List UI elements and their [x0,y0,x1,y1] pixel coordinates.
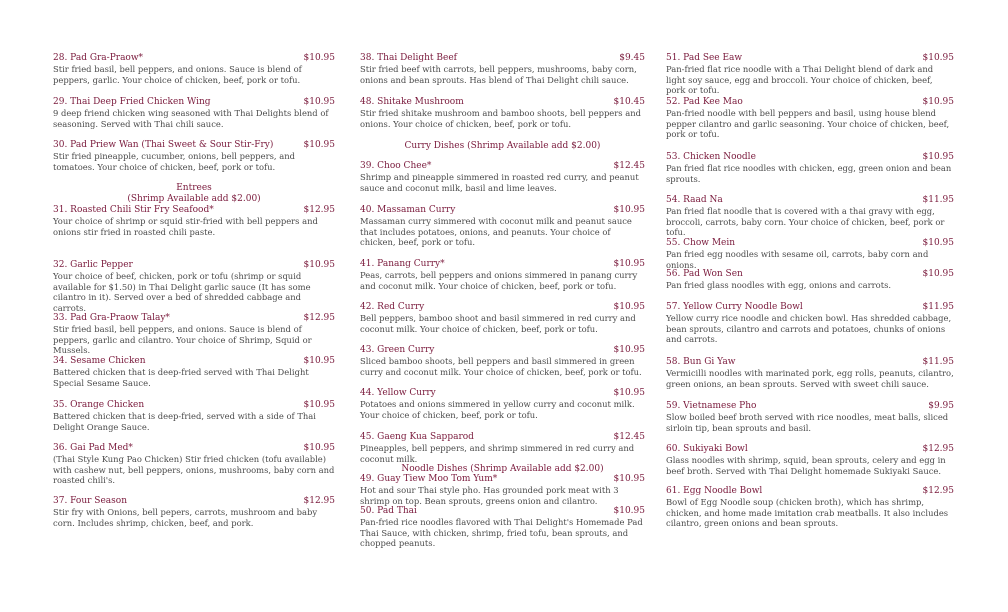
menu-item-heading [360,259,645,270]
menu-item-price: $11.95 [922,302,954,312]
menu-item-description: Your choice of shrimp or squid stir-fried with bell peppers and onions stir fried in roasted chili paste. [53,216,318,237]
menu-item-description: Pan fried flat noodle that is covered with a thai gravy with egg, broccoli, carrots, baby corn. Your choice of chicken, beef, pork or tofu. [666,206,945,237]
menu-item-price: $12.95 [303,313,335,323]
menu-item-description: Massaman curry simmered with coconut milk and peanut sauce that includes potatoes, onions, and peanuts. Your choice of chicken, beef, pork or tofu. [360,216,632,247]
menu-item-price: $10.95 [922,53,954,63]
menu-item [53,97,335,129]
menu-item-price: $10.95 [922,152,954,162]
menu-item-description: Stir fried pineapple, cucumber, onions, bell peppers, and tomatoes. Your choice of chicken, beef, pork or tofu. [53,151,295,172]
menu-item-heading [666,195,954,206]
menu-item-heading [360,474,645,485]
menu-item-price: $10.95 [922,269,954,279]
menu-item-price: $10.95 [613,205,645,215]
menu-item-name: 50. Pad Thai [360,506,417,516]
menu-item-price: $12.45 [613,161,645,171]
menu-item-description: Stir fried basil, bell peppers, and onions. Sauce is blend of peppers, garlic and cilantro. Your choice of Shrimp, Squid or Mussels. [53,324,312,355]
section-noodle-dishes: Noodle Dishes (Shrimp Available add $2.00) [401,464,604,474]
menu-item-description: Pan-fried rice noodles flavored with Thai Delight's Homemade Pad Thai Sauce, with chicken, shrimp, fried tofu, bean sprouts, and chopped peanuts. [360,517,643,548]
menu-item-price: $10.45 [613,97,645,107]
menu-item-price: $10.95 [303,97,335,107]
section-entrees-note: (Shrimp Available add $2.00) [127,194,261,204]
menu-item-description: Battered chicken that is deep-fried served with Thai Delight Special Sesame Sauce. [53,367,309,388]
menu-item-name: 33. Pad Gra-Praow Talay* [53,313,170,323]
menu-item-name: 55. Chow Mein [666,238,736,248]
menu-item-heading [666,269,954,280]
menu-item-name: 48. Shitake Mushroom [360,97,464,107]
menu-item-heading [53,356,335,367]
menu-item [53,496,335,528]
menu-item-price: $10.95 [303,140,335,150]
menu-item-name: 60. Sukiyaki Bowl [666,444,748,454]
menu-item [360,302,645,334]
menu-item-heading [666,302,954,313]
menu-item-description: Slow boiled beef broth served with rice noodles, meat balls, sliced sirloin tip, bean sprouts and basil. [666,412,949,433]
section-curry-dishes: Curry Dishes (Shrimp Available add $2.00) [404,141,601,151]
menu-item-name: 58. Bun Gi Yaw [666,357,736,367]
menu-item-name: 45. Gaeng Kua Sapparod [360,432,474,442]
menu-item-name: 51. Pad See Eaw [666,53,743,63]
menu-item-name: 57. Yellow Curry Noodle Bowl [666,302,803,312]
menu-item-description: Hot and sour Thai style pho. Has grounded pork meat with 3 shrimp on top. Bean sprouts, greens onion and cilantro. [360,485,619,506]
menu-item-price: $10.95 [303,260,335,270]
menu-item-name: 44. Yellow Curry [360,388,436,398]
menu-item [666,486,954,529]
menu-item [666,357,954,389]
menu-item-heading [360,388,645,399]
menu-item-name: 31. Roasted Chili Stir Fry Seafood* [53,205,214,215]
menu-item [53,205,335,237]
menu-item [53,140,335,172]
menu-item-heading [666,357,954,368]
menu-item-name: 28. Pad Gra-Praow* [53,53,144,63]
menu-item-heading [53,496,335,507]
menu-item-heading [53,97,335,108]
menu-item [53,443,335,486]
menu-item-name: 37. Four Season [53,496,127,506]
menu-item-heading [360,345,645,356]
menu-item-description: Pan fried glass noodles with egg, onions and carrots. [666,280,892,290]
menu-item-heading [53,313,335,324]
menu-item-price: $9.45 [619,53,645,63]
menu-item-price: $10.95 [613,259,645,269]
menu-item [53,53,335,85]
menu-item-name: 34. Sesame Chicken [53,356,146,366]
menu-item-heading [360,506,645,517]
menu-item-heading [666,53,954,64]
menu-item [360,53,645,85]
menu-item-price: $10.95 [613,506,645,516]
menu-item-heading [666,238,954,249]
menu-item-description: Stir fried shitake mushroom and bamboo shoots, bell peppers and onions. Your choice of chicken, beef, pork or tofu. [360,108,641,129]
menu-item-description: Stir fried beef with carrots, bell peppers, mushrooms, baby corn, onions and bean sprouts. Has blend of Thai Delight chili sauce. [360,64,637,85]
menu-item-description: Stir fry with Onions, bell pepers, carrots, mushroom and baby corn. Includes shrimp, chicken, beef, and pork. [53,507,318,528]
menu-item [666,269,954,291]
menu-item-name: 39. Choo Chee* [360,161,432,171]
menu-item-heading [666,152,954,163]
menu-item [666,302,954,345]
menu-item [360,345,645,377]
menu-item [666,97,954,140]
menu-item-price: $12.95 [922,486,954,496]
menu-item-price: $10.95 [303,443,335,453]
menu-item-description: Shrimp and pineapple simmered in roasted red curry, and peanut sauce and coconut milk, basil and lime leaves. [360,172,639,193]
menu-item [666,444,954,476]
menu-item-price: $9.95 [928,401,954,411]
menu-item-price: $10.95 [613,302,645,312]
menu-item-heading [53,400,335,411]
menu-item-price: $10.95 [922,97,954,107]
menu-item [666,195,954,238]
menu-item-heading [360,302,645,313]
menu-item-name: 41. Panang Curry* [360,259,445,269]
menu-item-name: 56. Pad Won Sen [666,269,743,279]
menu-item-price: $12.45 [613,432,645,442]
menu-item-description: Vermicilli noodles with marinated pork, egg rolls, peanuts, cilantro, green onions, an bean sprouts. Served with sweet chili sauce. [666,368,954,389]
menu-item [666,401,954,433]
menu-item [360,205,645,248]
menu-item-name: 40. Massaman Curry [360,205,456,215]
menu-item-price: $10.95 [613,388,645,398]
menu-item-description: Glass noodles with shrimp, squid, bean sprouts, celery and egg in beef broth. Served with Thai Delight homemade Sukiyaki Sauce. [666,455,946,476]
menu-item-heading [53,443,335,454]
menu-item-heading [666,486,954,497]
menu-item [360,97,645,129]
menu-item [360,259,645,291]
menu-item-description: Bell peppers, bamboo shoot and basil simmered in red curry and coconut milk. Your choice of chicken, beef, pork or tofu. [360,313,636,334]
section-entrees-title: Entrees [176,183,212,193]
menu-item-name: 30. Pad Priew Wan (Thai Sweet & Sour Stir-Fry) [53,140,274,150]
menu-item-description: Yellow curry rice noodle and chicken bowl. Has shredded cabbage, bean sprouts, cilantro and carrots and potatoes, chunks of onions and carrots. [666,313,952,344]
menu-item-heading [666,97,954,108]
menu-item-price: $12.95 [303,496,335,506]
menu-item-price: $10.95 [303,400,335,410]
menu-item-description: (Thai Style Kung Pao Chicken) Stir fried chicken (tofu available) with cashew nut, bell peppers, onions, mushrooms, baby corn and roasted chili's. [53,454,335,485]
menu-item-price: $10.95 [922,238,954,248]
menu-item [360,474,645,506]
menu-item [360,388,645,420]
menu-item [53,356,335,388]
menu-item-description: Sliced bamboo shoots, bell peppers and basil simmered in green curry and coconut milk. Your choice of chicken, beef, pork or tofu. [360,356,642,377]
menu-item-price: $10.95 [613,345,645,355]
menu-item [666,152,954,184]
menu-item-description: Pan fried egg noodles with sesame oil, carrots, baby corn and onions. [666,249,929,270]
menu-item [53,260,335,313]
menu-item-heading [360,205,645,216]
menu-item-description: 9 deep friend chicken wing seasoned with Thai Delights blend of seasoning. Served with Thai chili sauce. [53,108,329,129]
menu-item-description: Battered chicken that is deep-fried, served with a side of Thai Delight Orange Sauce. [53,411,316,432]
menu-item-heading [360,432,645,443]
menu-item-name: 52. Pad Kee Mao [666,97,743,107]
menu-item-heading [360,53,645,64]
menu-item-name: 49. Guay Tiew Moo Tom Yum* [360,474,498,484]
menu-item [360,432,645,464]
menu-item-price: $12.95 [922,444,954,454]
menu-item-description: Pan-fried flat rice noodle with a Thai Delight blend of dark and light soy sauce, egg and broccoli. Your choice of chicken, beef, pork or tofu. [666,64,934,95]
menu-item-heading [53,53,335,64]
menu-item-name: 59. Vietnamese Pho [666,401,757,411]
menu-item-name: 29. Thai Deep Fried Chicken Wing [53,97,211,107]
menu-item-name: 32. Garlic Pepper [53,260,133,270]
menu-item-price: $10.95 [303,356,335,366]
menu-item-price: $12.95 [303,205,335,215]
menu-item-price: $10.95 [303,53,335,63]
menu-item-name: 61. Egg Noodle Bowl [666,486,763,496]
menu-item-name: 38. Thai Delight Beef [360,53,458,63]
menu-item-name: 36. Gai Pad Med* [53,443,133,453]
menu-item-heading [53,260,335,271]
menu-item-name: 53. Chicken Noodle [666,152,756,162]
menu-item-price: $11.95 [922,357,954,367]
menu-item-heading [666,444,954,455]
menu-item [666,53,954,96]
menu-item-name: 35. Orange Chicken [53,400,145,410]
menu-item [53,313,335,356]
menu-item-price: $10.95 [613,474,645,484]
menu-item-heading [666,401,954,412]
menu-item-description: Bowl of Egg Noodle soup (chicken broth), which has shrimp, chicken, and home made imitation crab meatballs. It also includes cilantro, green onions and bean sprouts. [666,497,949,528]
menu-item-heading [360,161,645,172]
menu-item-description: Potatoes and onions simmered in yellow curry and coconut milk. Your choice of chicken, beef, pork or tofu. [360,399,635,420]
menu-item-heading [53,205,335,216]
menu-item-description: Stir fried basil, bell peppers, and onions. Sauce is blend of peppers, garlic. Your choice of chicken, beef, pork or tofu. [53,64,302,85]
menu-item-description: Pan-fried noodle with bell peppers and basil, using house blend pepper cilantro and garlic seasoning. Your choice of chicken, beef, pork or tofu. [666,108,950,139]
menu-item-description: Pan fried flat rice noodles with chicken, egg, green onion and bean sprouts. [666,163,952,184]
menu-item-name: 43. Green Curry [360,345,435,355]
menu-item-name: 42. Red Curry [360,302,425,312]
menu-item-heading [53,140,335,151]
menu-item-name: 54. Raad Na [666,195,723,205]
menu-item-description: Peas, carrots, bell peppers and onions simmered in panang curry and coconut milk. Your choice of chicken, beef, pork or tofu. [360,270,638,291]
menu-item-description: Pineapples, bell peppers, and shrimp simmered in red curry and coconut milk. [360,443,635,464]
menu-item [53,400,335,432]
menu-item-description: Your choice of beef, chicken, pork or tofu (shrimp or squid available for $1.50) in Thai Delight garlic sauce (It has some cilantro in it). Served over a bed of shredded cabbage and carrots. [53,271,311,313]
menu-item [666,238,954,270]
menu-item [360,506,645,549]
menu-item [360,161,645,193]
menu-item-price: $11.95 [922,195,954,205]
menu-item-heading [360,97,645,108]
